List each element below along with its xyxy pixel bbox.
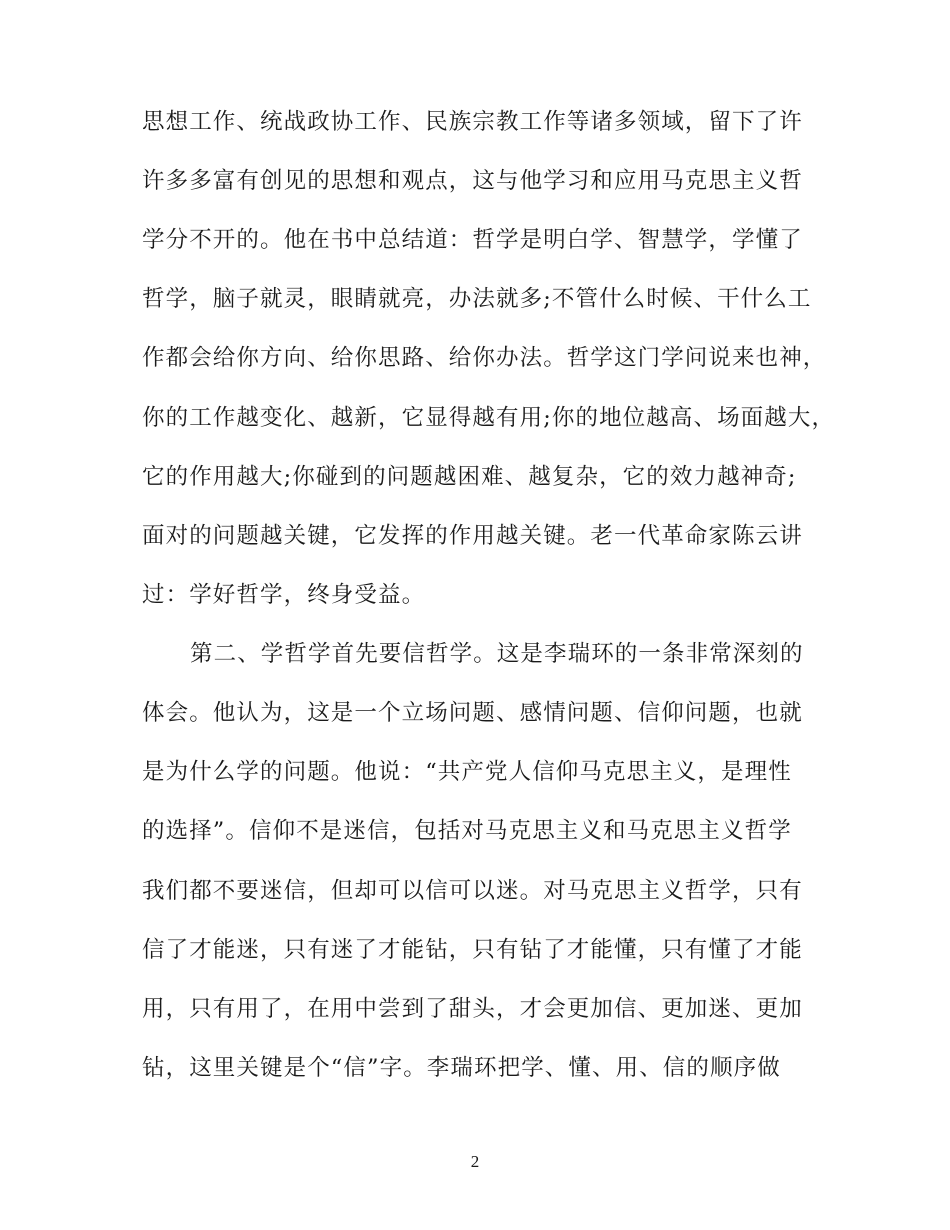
text-line-15: 信了才能迷，只有迷了才能钻，只有钻了才能懂，只有懂了才能 xyxy=(142,937,803,963)
text-line-5: 作都会给你方向、给你思路、给你办法。哲学这门学问说来也神， xyxy=(142,345,827,371)
text-line-4: 哲学，脑子就灵，眼睛就亮，办法就多;不管什么时候、干什么工 xyxy=(142,286,812,312)
text-line-14: 我们都不要迷信，但却可以信可以迷。对马克思主义哲学，只有 xyxy=(142,878,803,904)
text-line-17: 钻，这里关键是个“信”字。李瑞环把学、懂、用、信的顺序做 xyxy=(142,1055,781,1081)
text-line-7: 它的作用越大;你碰到的问题越困难、越复杂，它的效力越神奇; xyxy=(142,464,797,490)
text-line-2: 许多多富有创见的思想和观点，这与他学习和应用马克思主义哲 xyxy=(142,168,803,194)
text-line-12: 是为什么学的问题。他说：“共产党人信仰马克思主义，是理性 xyxy=(142,759,792,785)
text-line-11: 体会。他认为，这是一个立场问题、感情问题、信仰问题，也就 xyxy=(142,700,803,726)
paragraph-start-line: 第二、学哲学首先要信哲学。这是李瑞环的一条非常深刻的 xyxy=(190,641,804,667)
text-line-6: 你的工作越变化、越新，它显得越有用;你的地位越高、场面越大， xyxy=(142,405,836,431)
text-line-9: 过：学好哲学，终身受益。 xyxy=(142,582,426,608)
text-line-13: 的选择”。信仰不是迷信，包括对马克思主义和马克思主义哲学 xyxy=(142,818,792,844)
text-line-3: 学分不开的。他在书中总结道：哲学是明白学、智慧学，学懂了 xyxy=(142,227,803,253)
page-number: 2 xyxy=(470,1152,480,1171)
text-line-8: 面对的问题越关键，它发挥的作用越关键。老一代革命家陈云讲 xyxy=(142,523,803,549)
text-line-16: 用，只有用了，在用中尝到了甜头，才会更加信、更加迷、更加 xyxy=(142,996,803,1022)
text-line-1: 思想工作、统战政协工作、民族宗教工作等诸多领域，留下了许 xyxy=(142,109,803,135)
